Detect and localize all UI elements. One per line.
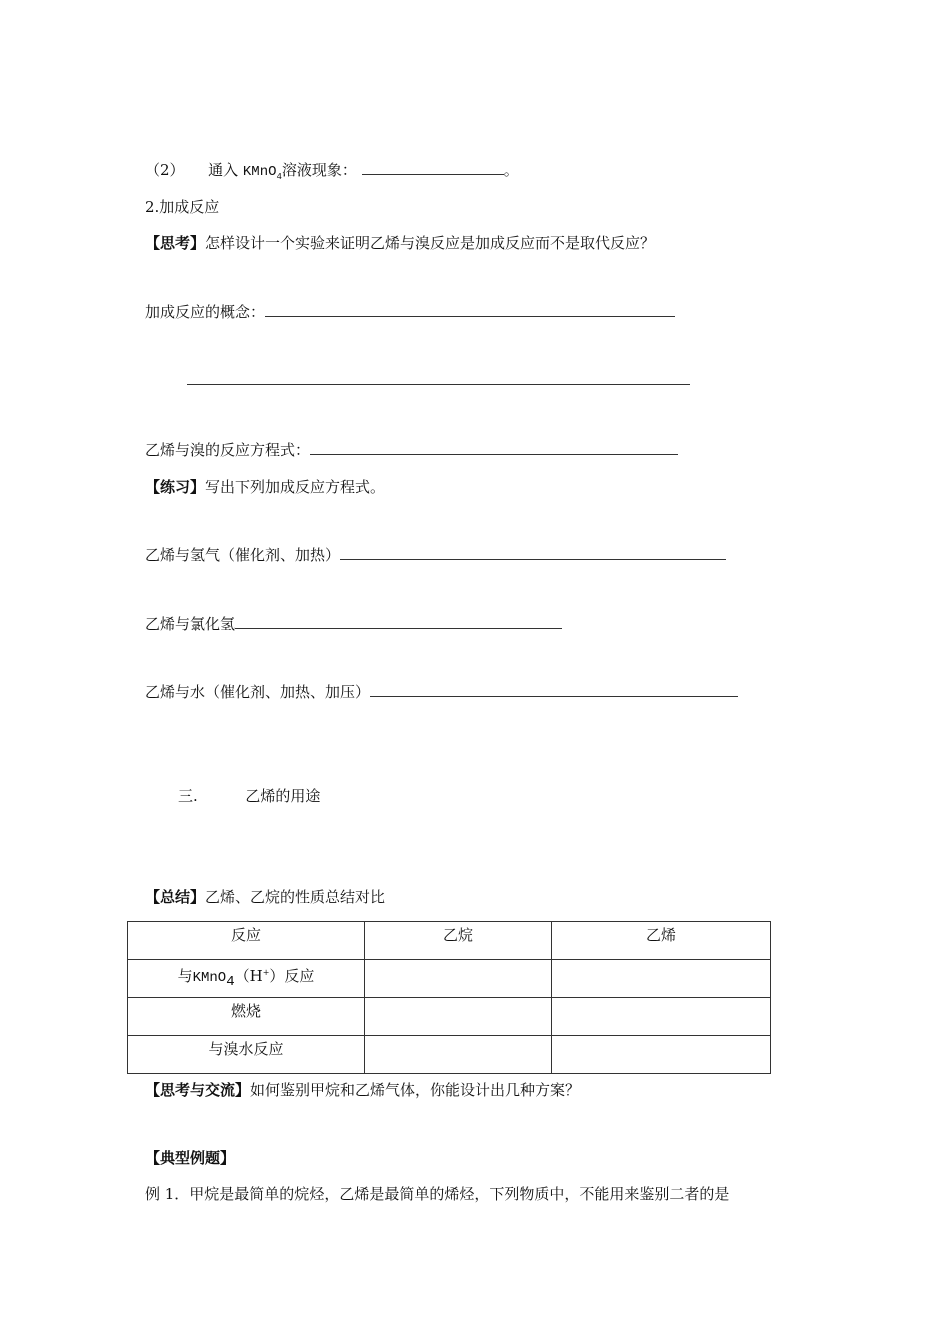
table-row: [128, 998, 771, 1036]
practice-item-label: 乙烯与氯化氢: [145, 615, 236, 633]
practice-tag: 【练习】: [145, 478, 206, 496]
question-2-number: （2）: [145, 161, 185, 179]
table-row-label-kmno4: 与KMnO$_4$（H+）反应: [128, 960, 365, 998]
think-question-1: [145, 233, 655, 253]
answer-blank-concept-2[interactable]: [187, 370, 690, 385]
think-exchange-line: [145, 1080, 580, 1100]
table-row-label-combustion: 燃烧: [128, 998, 365, 1036]
bromine-equation-label: 乙烯与溴的反应方程式：: [145, 441, 311, 459]
question-2-line: [145, 160, 519, 187]
question-2-end: 。: [503, 161, 519, 179]
table-header-reaction: 反应: [128, 922, 365, 960]
answer-blank-kmno4[interactable]: [362, 160, 504, 175]
practice-item-label: 乙烯与水（催化剂、加热、加压）: [145, 683, 371, 701]
summary-text: 乙烯、乙烷的性质总结对比: [205, 888, 386, 906]
summary-tag: 【总结】: [145, 888, 206, 906]
answer-blank-hydrogen[interactable]: [340, 545, 726, 560]
table-row: [128, 960, 771, 998]
table-header-row: [128, 922, 771, 960]
practice-item-label: 乙烯与氢气（催化剂、加热）: [145, 546, 341, 564]
practice-item-hcl: [145, 614, 562, 634]
table-row: [128, 1036, 771, 1074]
concept-line-2: [187, 370, 690, 390]
section-2-title: 2.加成反应: [145, 198, 220, 216]
think-exchange-tag: 【思考与交流】: [145, 1081, 251, 1099]
table-cell-ethane-bromine-water[interactable]: [365, 1036, 552, 1074]
example-1-text: 例 1．甲烷是最简单的烷烃，乙烯是最简单的烯烃，下列物质中，不能用来鉴别二者的是: [145, 1185, 730, 1203]
practice-line: [145, 477, 385, 497]
section-3-text: 乙烯的用途: [245, 787, 321, 805]
table-cell-ethylene-kmno4[interactable]: [552, 960, 771, 998]
examples-title: 【典型例题】: [145, 1149, 236, 1167]
practice-item-hydrogen: [145, 545, 726, 565]
kmno4-formula: KMnO$_4$: [242, 164, 282, 182]
think-text: 怎样设计一个实验来证明乙烯与溴反应是加成反应而不是取代反应？: [205, 234, 656, 252]
table-cell-ethane-combustion[interactable]: [365, 998, 552, 1036]
concept-line: [145, 302, 675, 322]
table-header-ethane: 乙烷: [365, 922, 552, 960]
answer-blank-water[interactable]: [370, 682, 738, 697]
table-row-label-bromine-water: 与溴水反应: [128, 1036, 365, 1074]
practice-item-water: [145, 682, 738, 702]
section-3-number: 三.: [178, 787, 198, 805]
answer-blank-concept-1[interactable]: [265, 302, 675, 317]
answer-blank-hcl[interactable]: [235, 614, 562, 629]
concept-label: 加成反应的概念：: [145, 303, 266, 321]
summary-line: [145, 887, 385, 907]
bromine-equation-line: [145, 440, 678, 460]
section-3-title: [178, 786, 320, 806]
table-header-ethylene: 乙烯: [552, 922, 771, 960]
table-cell-ethylene-bromine-water[interactable]: [552, 1036, 771, 1074]
table-cell-ethane-kmno4[interactable]: [365, 960, 552, 998]
comparison-table: [127, 921, 771, 1074]
question-2-text-a: 通入: [208, 161, 239, 179]
think-exchange-text: 如何鉴别甲烷和乙烯气体，你能设计出几种方案？: [250, 1081, 581, 1099]
practice-text: 写出下列加成反应方程式。: [205, 478, 386, 496]
answer-blank-bromine[interactable]: [310, 440, 678, 455]
question-2-text-b: 溶液现象：: [281, 161, 357, 179]
think-tag: 【思考】: [145, 234, 206, 252]
table-cell-ethylene-combustion[interactable]: [552, 998, 771, 1036]
